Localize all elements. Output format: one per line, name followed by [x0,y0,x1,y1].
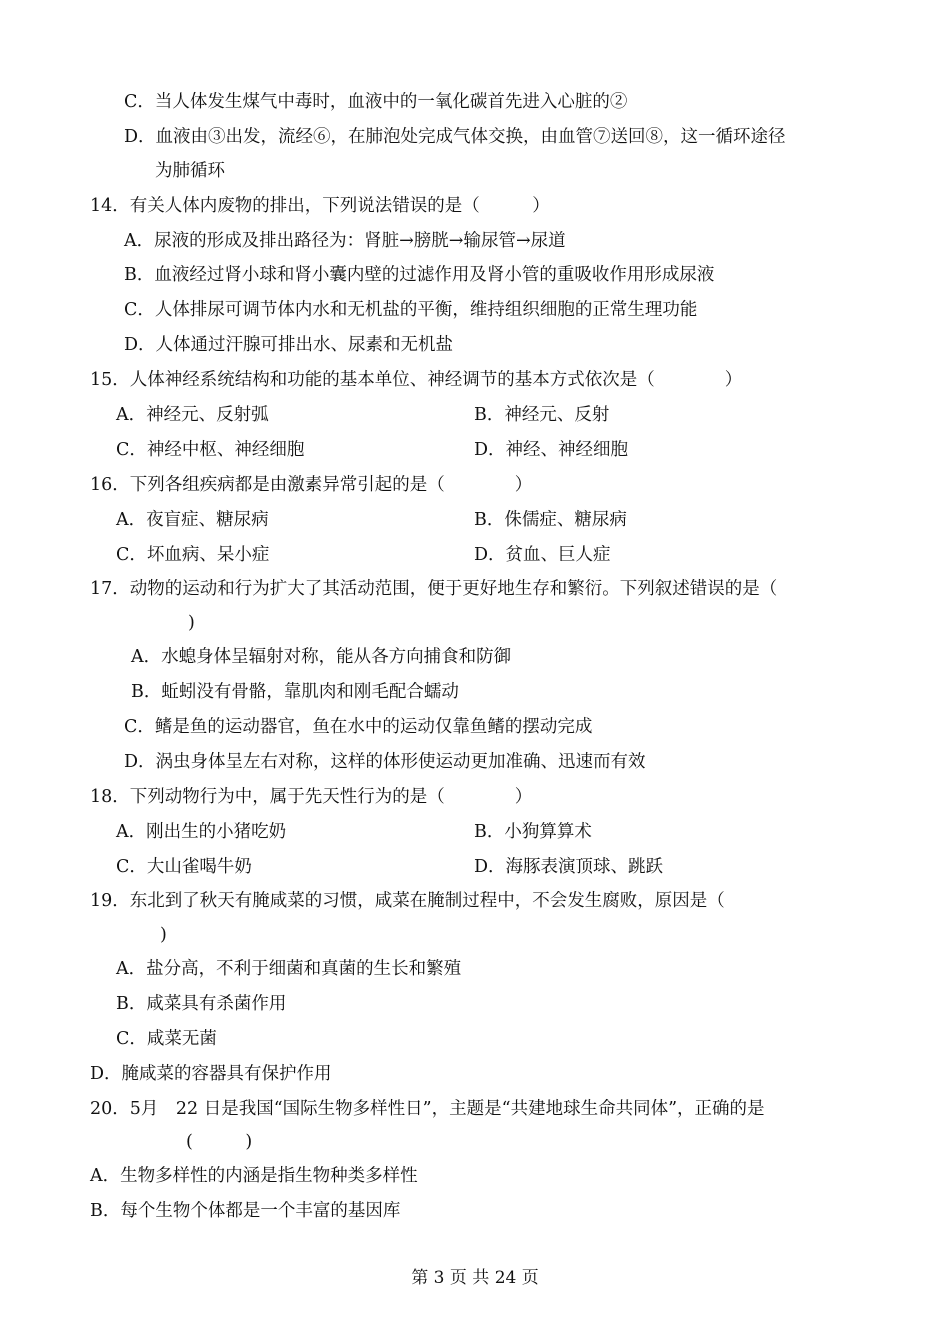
q17-option-b: B．蚯蚓没有骨骼，靠肌肉和刚毛配合蠕动 [131,682,459,702]
q20-stem: 20．5月 22 日是我国“国际生物多样性日”，主题是“共建地球生命共同体”，正确的是 [90,1099,765,1119]
q18-option-a: A．刚出生的小猪吃奶 [116,822,287,842]
q17-option-a: A．水螅身体呈辐射对称，能从各方向捕食和防御 [131,647,512,667]
q18-option-c: C．大山雀喝牛奶 [116,857,252,877]
q14-option-b: B．血液经过肾小球和肾小囊内壁的过滤作用及肾小管的重吸收作用形成尿液 [124,265,715,285]
q20-option-b: B．每个生物个体都是一个丰富的基因库 [90,1201,401,1221]
q19-stem: 19．东北到了秋天有腌咸菜的习惯，咸菜在腌制过程中，不会发生腐败，原因是（ [90,891,725,911]
q15-option-d: D．神经、神经细胞 [474,440,629,460]
q19-option-b: B．咸菜具有杀菌作用 [116,994,287,1014]
q15-option-b: B．神经元、反射 [474,405,610,425]
q16-option-c: C．坏血病、呆小症 [116,545,270,565]
q20-stem-cont: ( ) [186,1132,253,1152]
q14-option-a: A．尿液的形成及排出路径为：肾脏→膀胱→输尿管→尿道 [124,231,566,251]
q14-option-c: C．人体排尿可调节体内水和无机盐的平衡，维持组织细胞的正常生理功能 [124,300,698,320]
q18-option-b: B．小狗算算术 [474,822,592,842]
q17-stem: 17．动物的运动和行为扩大了其活动范围，便于更好地生存和繁衍。下列叙述错误的是（ [90,579,778,599]
q17-stem-cont: ) [188,613,195,633]
q13-option-d-cont: 为肺循环 [155,161,225,181]
q14-stem: 14．有关人体内废物的排出，下列说法错误的是（ ） [90,196,550,216]
q16-stem: 16．下列各组疾病都是由激素异常引起的是（ ） [90,475,533,495]
q19-option-a: A．盐分高，不利于细菌和真菌的生长和繁殖 [116,959,462,979]
q14-option-d: D．人体通过汗腺可排出水、尿素和无机盐 [124,335,454,355]
q15-option-c: C．神经中枢、神经细胞 [116,440,305,460]
q13-option-c: C．当人体发生煤气中毒时，血液中的一氧化碳首先进入心脏的② [124,92,628,112]
q15-option-a: A．神经元、反射弧 [116,405,269,425]
q17-option-d: D．涡虫身体呈左右对称，这样的体形使运动更加准确、迅速而有效 [124,752,646,772]
q17-option-c: C．鳍是鱼的运动器官，鱼在水中的运动仅靠鱼鳍的摆动完成 [124,717,593,737]
q18-stem: 18．下列动物行为中，属于先天性行为的是（ ） [90,787,533,807]
q18-option-d: D．海豚表演顶球、跳跃 [474,857,664,877]
q20-option-a: A．生物多样性的内涵是指生物种类多样性 [90,1166,418,1186]
q13-option-d: D．血液由③出发，流经⑥，在肺泡处完成气体交换，由血管⑦送回⑧，这一循环途径 [124,127,786,147]
q15-stem: 15．人体神经系统结构和功能的基本单位、神经调节的基本方式依次是（ ） [90,370,743,390]
q16-option-d: D．贫血、巨人症 [474,545,611,565]
q16-option-b: B．侏儒症、糖尿病 [474,510,627,530]
q19-option-c: C．咸菜无菌 [116,1029,217,1049]
q19-stem-cont: ) [160,925,167,945]
page-footer: 第 3 页 共 24 页 [411,1268,539,1288]
q16-option-a: A．夜盲症、糖尿病 [116,510,269,530]
q19-option-d: D．腌咸菜的容器具有保护作用 [90,1064,332,1084]
